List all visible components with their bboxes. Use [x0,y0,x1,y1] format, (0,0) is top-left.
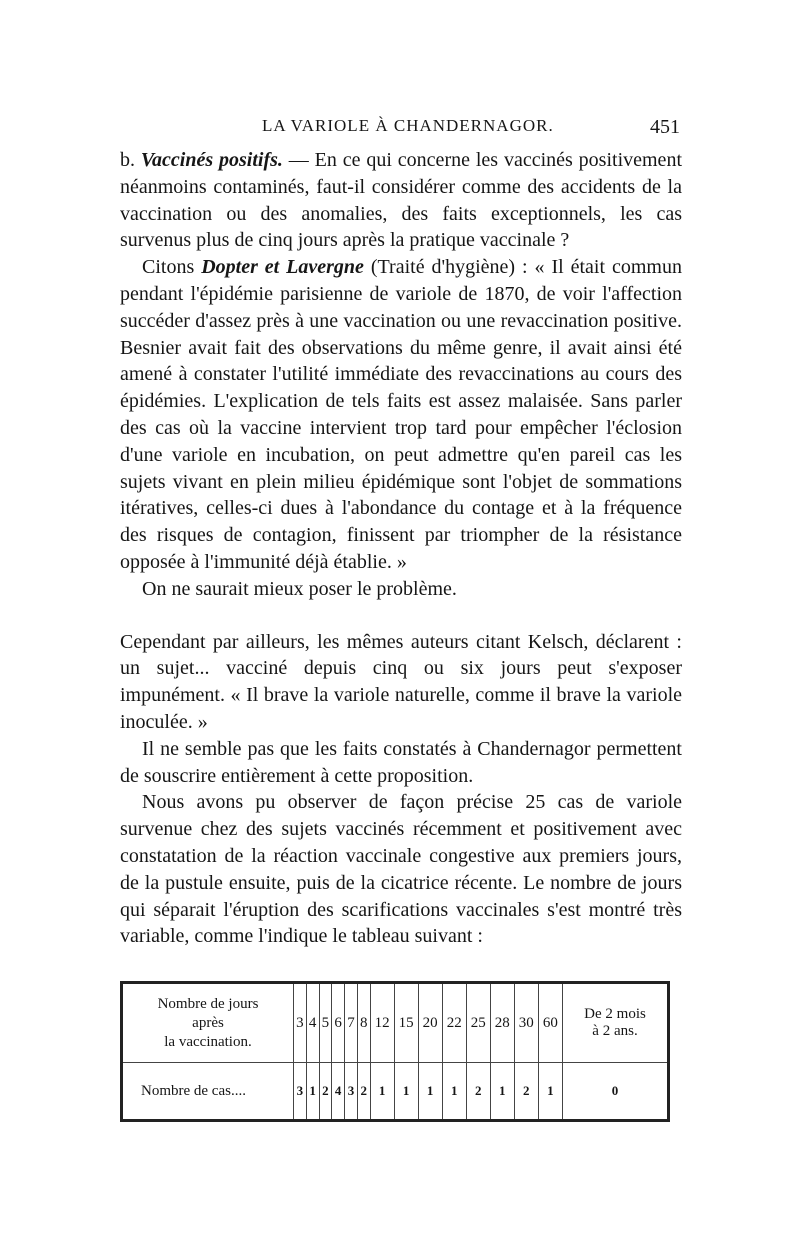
body-text [120,147,682,950]
paragraph-chandernagor: Il ne semble pas que les faits constatés à Chandernagor permettent de souscrire entièrement à cette proposition. [120,737,682,787]
day-cell: 30 [514,983,538,1063]
day-cell: 20 [418,983,442,1063]
days-cases-table [120,981,670,1122]
vaccination-table [120,981,670,1126]
day-cell: 15 [394,983,418,1063]
case-cell: 1 [418,1063,442,1121]
day-cell: 8 [357,983,370,1063]
row-label-days: Nombre de jours après la vaccination. [122,983,294,1063]
running-title: LA VARIOLE À CHANDERNAGOR. [262,116,554,135]
paragraph-vaccines-positive [120,147,682,254]
case-cell: 1 [490,1063,514,1121]
paragraph-problem: On ne saurait mieux poser le problème. [142,577,457,600]
day-cell: 5 [319,983,332,1063]
page-header [150,116,680,146]
day-cell: 4 [306,983,319,1063]
table-row-days [122,983,669,1063]
case-cell: 1 [370,1063,394,1121]
table-row-cases [122,1063,669,1121]
section-marker: b. [120,149,141,171]
case-cell: 1 [538,1063,562,1121]
row-label-cases: Nombre de cas.... [122,1063,294,1121]
paragraph-observation: Nous avons pu observer de façon précise 25 cas de variole survenue chez des sujets vaccinés récemment et positivement avec constatation de la réaction vaccinale congestive aux premiers jours, de la pustule ensuite, puis de la cicatrice récente. Le nombre de jours qui séparait l'éruption des scarifications vaccinales s'est montré très variable, comme l'indique le tableau suivant : [120,791,682,948]
case-cell: 3 [294,1063,307,1121]
day-cell: 7 [345,983,358,1063]
day-cell: 60 [538,983,562,1063]
day-cell: 3 [294,983,307,1063]
section-heading: Vaccinés positifs. [140,149,283,171]
day-cell: 12 [370,983,394,1063]
paragraph-citation [120,254,682,576]
last-column-header: De 2 mois à 2 ans. [563,983,669,1063]
paragraph-text: Citons [142,256,202,279]
cited-authors: Dopter et Lavergne [201,256,364,279]
case-cell-last: 0 [563,1063,669,1121]
paragraph-text: — En ce qui concerne les vaccinés positivement néanmoins contaminés, faut-il considérer comme des accidents de la vaccination ou des anomalies, des faits exceptionnels, les cas survenus plus de cinq jours après la pratique vaccinale ? [120,149,682,252]
day-cell: 22 [442,983,466,1063]
case-cell: 1 [442,1063,466,1121]
case-cell: 3 [345,1063,358,1121]
day-cell: 25 [466,983,490,1063]
case-cell: 1 [394,1063,418,1121]
page-number: 451 [650,116,680,138]
case-cell: 2 [466,1063,490,1121]
case-cell: 2 [357,1063,370,1121]
case-cell: 1 [306,1063,319,1121]
paragraph-text: (Traité d'hygiène) : « Il était commun pendant l'épidémie parisienne de variole de 1870, de voir l'affection succéder d'assez près à une vaccination ou une revaccination positive. Besnier avait fait des observations du même genre, il avait ainsi été amené à constater l'utilité immédiate des revaccinations au cours des épidémies. L'explication de tels faits est assez malaisée. Sans parler des cas où la vaccine intervient trop tard pour empêcher l'éclosion d'une variole en incubation, on peut admettre qu'en pareil cas les sujets vivant en plein milieu épidémique sont l'objet de sommations itératives, celles-ci dues à l'abondance du contage et à la fréquence des risques de contagion, finissent par triompher de la résistance opposée à l'immunité déjà établie. » [120,256,682,573]
day-cell: 6 [332,983,345,1063]
paragraph-kelsch: Cependant par ailleurs, les mêmes auteurs citant Kelsch, déclarent : un sujet... vacciné depuis cinq ou six jours peut s'exposer impunément. « Il brave la variole naturelle, comme il brave la variole inoculée. » [120,630,682,733]
case-cell: 2 [319,1063,332,1121]
case-cell: 2 [514,1063,538,1121]
day-cell: 28 [490,983,514,1063]
case-cell: 4 [332,1063,345,1121]
